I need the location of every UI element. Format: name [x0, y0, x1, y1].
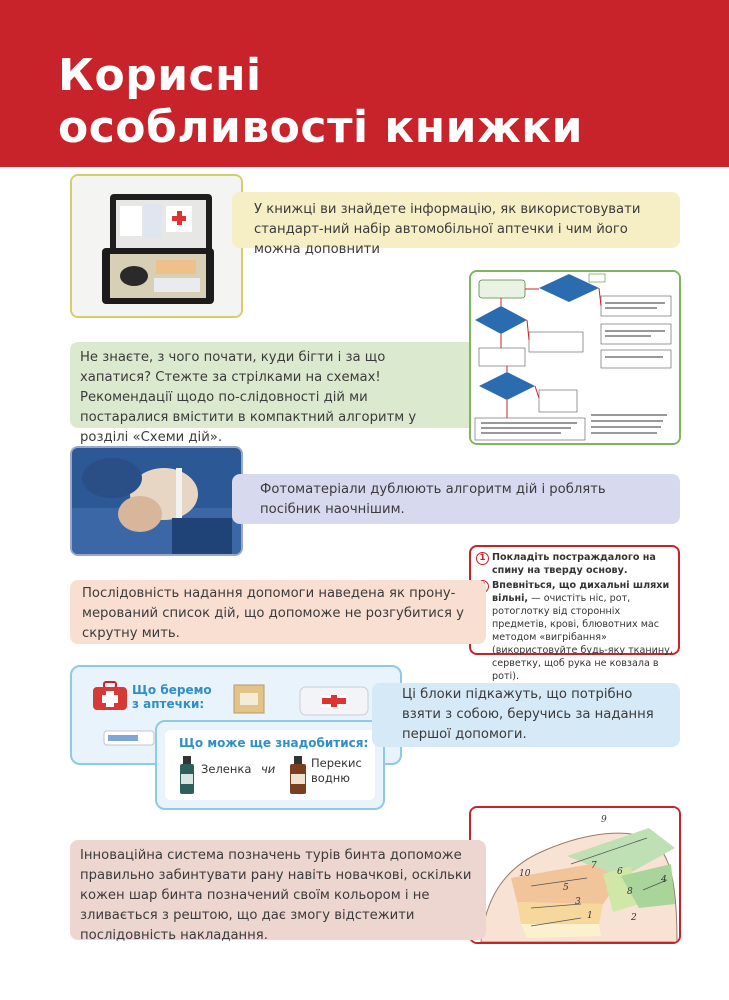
green-antiseptic-bottle-icon [179, 756, 195, 794]
tour-number: 10 [519, 869, 531, 879]
extra-items-title: Що може ще знадобитися: [179, 736, 369, 750]
first-aid-photo [70, 446, 243, 556]
bandage-info-text: Інноваційна система позначень турів бинта допоможе правильно забинтувати рану навіть новачкові, оскільки кожен шар бинта позначений своїм кольором і не зливається з рештою, що дає змогу відстежити послідовність накладання. [80, 848, 472, 943]
kit-info-band [232, 192, 680, 257]
item-zelenka: Зеленка [201, 762, 252, 776]
tour-number: 5 [563, 883, 569, 893]
blocks-info-band [372, 683, 680, 747]
photos-info-band [232, 474, 680, 524]
flowchart-image [469, 270, 681, 445]
tour-number: 4 [661, 875, 667, 885]
sequence-info-band [70, 580, 486, 644]
first-aid-kit-icon [92, 681, 128, 711]
schemes-info-text: Не знаєте, з чого почати, куди бігти і за що хапатися? Стежте за стрілками на схемах! Рекомендації щодо по-слідовності дій ми постаралися вмістити в компактний алгоритм у розділі «Схеми дій». [80, 350, 417, 445]
header-banner [0, 0, 729, 167]
step-1-text: Покладіть постраждалого на спину на тверду основу. [492, 552, 656, 576]
tour-number: 8 [627, 887, 633, 897]
tour-number: 3 [575, 897, 581, 907]
tour-number: 2 [631, 913, 637, 923]
sterile-wipes-icon [298, 683, 370, 717]
kit-info-text: У книжці ви знайдете інформацію, як використовувати стандарт-ний набір автомобільної аптечки і чим його можна доповнити [254, 202, 641, 257]
tour-number: 1 [587, 911, 593, 921]
tour-number: 7 [591, 861, 597, 871]
schemes-info-band [70, 342, 486, 445]
tour-number: 9 [601, 815, 607, 825]
step-2-text: Впевніться, що дихальні шляхи вільні, — очистіть ніс, рот, ротоглотку від сторонніх предметів, крові, блювотних мас методом «вигрібання» (використовуйте будь-яку тканину, серветку, щоб рука не ковзала в роті). [492, 580, 673, 682]
extra-items-card [155, 720, 385, 810]
kit-card-title: Що беремо з аптечки: [132, 683, 212, 711]
step-number: 1 [476, 552, 489, 565]
item-peroxide: Перекис водню [311, 756, 362, 785]
or-word: чи [261, 762, 276, 776]
bandage-info-band [70, 840, 486, 943]
bandage-pack-icon [232, 683, 266, 715]
bandage-diagram [469, 806, 681, 944]
bandage-roll-icon [102, 727, 156, 749]
numbered-steps-panel [469, 545, 680, 682]
tour-number: 6 [617, 867, 623, 877]
peroxide-bottle-icon [289, 756, 307, 794]
photos-info-text: Фотоматеріали дублюють алгоритм дій і роблять посібник наочнішим. [260, 482, 606, 517]
first-aid-kit-photo [70, 174, 243, 318]
sequence-info-text: Послідовність надання допомоги наведена як прону-мерований список дій, що допоможе не розгубитися у скрутну мить. [82, 586, 464, 641]
blocks-info-text: Ці блоки підкажуть, що потрібно взяти з собою, беручись за надання першої допомоги. [402, 687, 654, 742]
page-title: Корисні особливості книжки [58, 50, 583, 153]
extra-items-panel [165, 730, 375, 800]
